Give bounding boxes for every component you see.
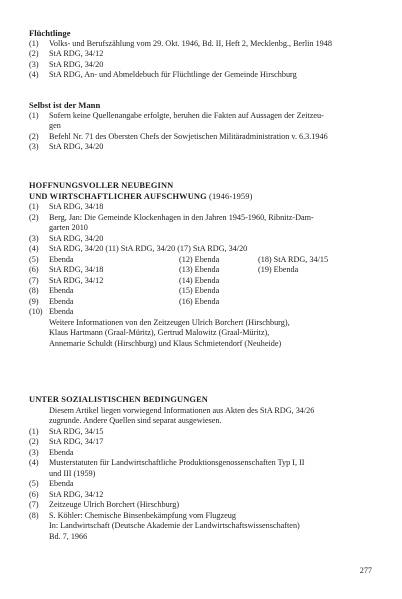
footnote-number: (2) xyxy=(29,131,39,141)
footnote-text: Musterstatuten für Landwirtschaftliche Produktionsgenossenschaften Typ I, II xyxy=(49,458,305,467)
footnote-item xyxy=(29,70,374,81)
footnote-number: (2) xyxy=(29,437,39,446)
footnote-continuation: Annemarie Schuldt (Hirschburg) und Klaus Schmietendorf (Neuheide) xyxy=(49,338,282,348)
footnote-number: (3) xyxy=(29,59,39,69)
footnote-number: (1) xyxy=(29,38,39,48)
footnote-row xyxy=(29,265,374,276)
footnote-text: StA RDG, 34/18 xyxy=(49,202,104,211)
footnote-number: (4) xyxy=(29,458,39,467)
footnote-number: (1) xyxy=(29,426,39,436)
footnote-text: (13) Ebenda xyxy=(179,265,220,274)
footnote-number: (9) xyxy=(29,296,39,306)
section-heading: UNTER SOZIALISTISCHEN BEDINGUNGEN xyxy=(29,395,209,404)
footnote-row xyxy=(29,297,374,308)
footnote-item xyxy=(29,427,374,438)
section-heading: Flüchtlinge xyxy=(29,28,71,38)
footnote-continuation: garten 2010 xyxy=(49,223,88,232)
footnote-text: StA RDG, 34/18 xyxy=(49,265,104,274)
footnote-text: StA RDG, 34/15 xyxy=(49,426,104,436)
footnote-number: (7) xyxy=(29,275,39,285)
page-number: 277 xyxy=(359,566,372,575)
footnote-continuation: Weitere Informationen von den Zeitzeugen Ulrich Borchert (Hirschburg), xyxy=(49,317,290,327)
section-intro: zugrunde. Andere Quellen sind separat ausgewiesen. xyxy=(49,416,222,425)
footnote-text: StA RDG, 34/20 xyxy=(49,59,104,69)
footnote-text: StA RDG, 34/20 xyxy=(49,233,104,243)
footnote-number: (5) xyxy=(29,254,39,264)
footnote-number: (4) xyxy=(29,244,39,253)
section-fluechtlinge xyxy=(29,28,374,81)
footnote-text: StA RDG, 34/12 xyxy=(49,275,104,285)
footnote-row xyxy=(29,255,374,266)
section-heading-text: UND WIRTSCHAFTLICHER AUFSCHWUNG xyxy=(29,191,207,201)
footnote-item xyxy=(29,511,374,522)
footnote-item xyxy=(29,490,374,501)
footnote-number: (3) xyxy=(29,447,39,457)
footnote-text: StA RDG, 34/12 xyxy=(49,49,104,58)
footnote-item xyxy=(29,234,374,245)
footnote-item xyxy=(29,437,374,448)
footnote-number: (2) xyxy=(29,212,39,222)
footnote-number: (6) xyxy=(29,265,39,274)
footnote-text: Sofern keine Quellenangabe erfolgte, beruhen die Fakten auf Aussagen der Zeitzeu- xyxy=(49,110,324,120)
footnote-text: StA RDG, 34/20 (11) StA RDG, 34/20 (17) StA RDG, 34/20 xyxy=(49,244,248,253)
footnote-text: (19) Ebenda xyxy=(258,265,299,274)
footnote-number: (2) xyxy=(29,49,39,58)
footnote-text: Ebenda xyxy=(49,447,74,457)
footnote-continuation: In: Landwirtschaft (Deutsche Akademie der Landwirtschaftswissenschaften) xyxy=(49,521,300,530)
footnote-text: (15) Ebenda xyxy=(179,286,220,295)
footnote-text: Berg, Jan: Die Gemeinde Klockenhagen in den Jahren 1945-1960, Ribnitz-Dam- xyxy=(49,212,314,222)
footnote-number: (6) xyxy=(29,489,39,499)
footnote-number: (10) xyxy=(29,307,43,316)
footnote-text: Ebenda xyxy=(49,307,74,316)
footnote-continuation: und III (1959) xyxy=(49,468,96,478)
footnote-text: Befehl Nr. 71 des Obersten Chefs der Sowjetischen Militäradministration v. 6.3.1946 xyxy=(49,131,328,141)
footnote-text: (16) Ebenda xyxy=(179,296,220,306)
footnote-continuation: gen xyxy=(49,121,61,130)
footnote-continuation: Klaus Hartmann (Graal-Müritz), Gertrud Malowitz (Graal-Müritz), xyxy=(49,328,270,337)
footnote-text: S. Köhler: Chemische Binsenbekämpfung vom Flugzeug xyxy=(49,510,236,520)
section-period: (1946-1959) xyxy=(206,191,253,201)
footnote-item xyxy=(29,39,374,50)
footnote-number: (8) xyxy=(29,286,39,295)
footnote-text: StA RDG, An- und Abmeldebuch für Flüchtlinge der Gemeinde Hirschburg xyxy=(49,70,297,79)
footnote-row xyxy=(29,286,374,297)
footnote-number: (8) xyxy=(29,510,39,520)
footnote-item xyxy=(29,500,374,511)
footnote-number: (4) xyxy=(29,70,39,79)
footnote-item xyxy=(29,213,374,224)
footnote-number: (3) xyxy=(29,142,39,151)
footnote-number: (1) xyxy=(29,202,39,211)
section-heading-line2 xyxy=(29,192,374,203)
section-heading: HOFFNUNGSVOLLER NEUBEGINN xyxy=(29,181,174,190)
section-heading: Selbst ist der Mann xyxy=(29,100,101,110)
footnote-item xyxy=(29,49,374,60)
footnote-item xyxy=(29,307,374,318)
footnote-item xyxy=(29,132,374,143)
footnote-text: Ebenda xyxy=(49,296,74,306)
footnote-text: StA RDG, 34/20 xyxy=(49,142,104,151)
footnote-text: Ebenda xyxy=(49,254,74,264)
footnote-text: (12) Ebenda xyxy=(179,254,220,264)
section-selbst-ist-der-mann xyxy=(29,100,374,153)
footnote-text: (18) StA RDG, 34/15 xyxy=(258,254,329,264)
footnote-item xyxy=(29,244,374,255)
footnote-text: StA RDG, 34/17 xyxy=(49,437,104,446)
footnote-text: Volks- und Berufszählung vom 29. Okt. 1946, Bd. II, Heft 2, Mecklenbg., Berlin 1948 xyxy=(49,38,332,48)
footnote-number: (5) xyxy=(29,479,39,488)
footnote-number: (3) xyxy=(29,233,39,243)
footnote-item xyxy=(29,479,374,490)
footnote-item xyxy=(29,458,374,469)
footnote-continuation: Bd. 7, 1966 xyxy=(49,531,88,541)
footnote-number: (7) xyxy=(29,500,39,509)
section-intro: Diesem Artikel liegen vorwiegend Informationen aus Akten des StA RDG, 34/26 xyxy=(49,405,315,415)
footnote-text: StA RDG, 34/12 xyxy=(49,489,104,499)
footnote-item xyxy=(29,60,374,71)
footnote-text: Ebenda xyxy=(49,286,74,295)
footnote-item xyxy=(29,202,374,213)
section-unter-sozialistischen-bedingungen xyxy=(29,395,374,542)
section-hoffnungsvoller-neubeginn xyxy=(29,181,374,349)
footnote-item xyxy=(29,448,374,459)
footnote-number: (1) xyxy=(29,110,39,120)
footnote-row xyxy=(29,276,374,287)
footnote-item xyxy=(29,111,374,122)
footnote-text: (14) Ebenda xyxy=(179,275,220,285)
footnote-text: Ebenda xyxy=(49,479,74,488)
footnote-item xyxy=(29,142,374,153)
footnote-text: Zeitzeuge Ulrich Borchert (Hirschburg) xyxy=(49,500,180,509)
